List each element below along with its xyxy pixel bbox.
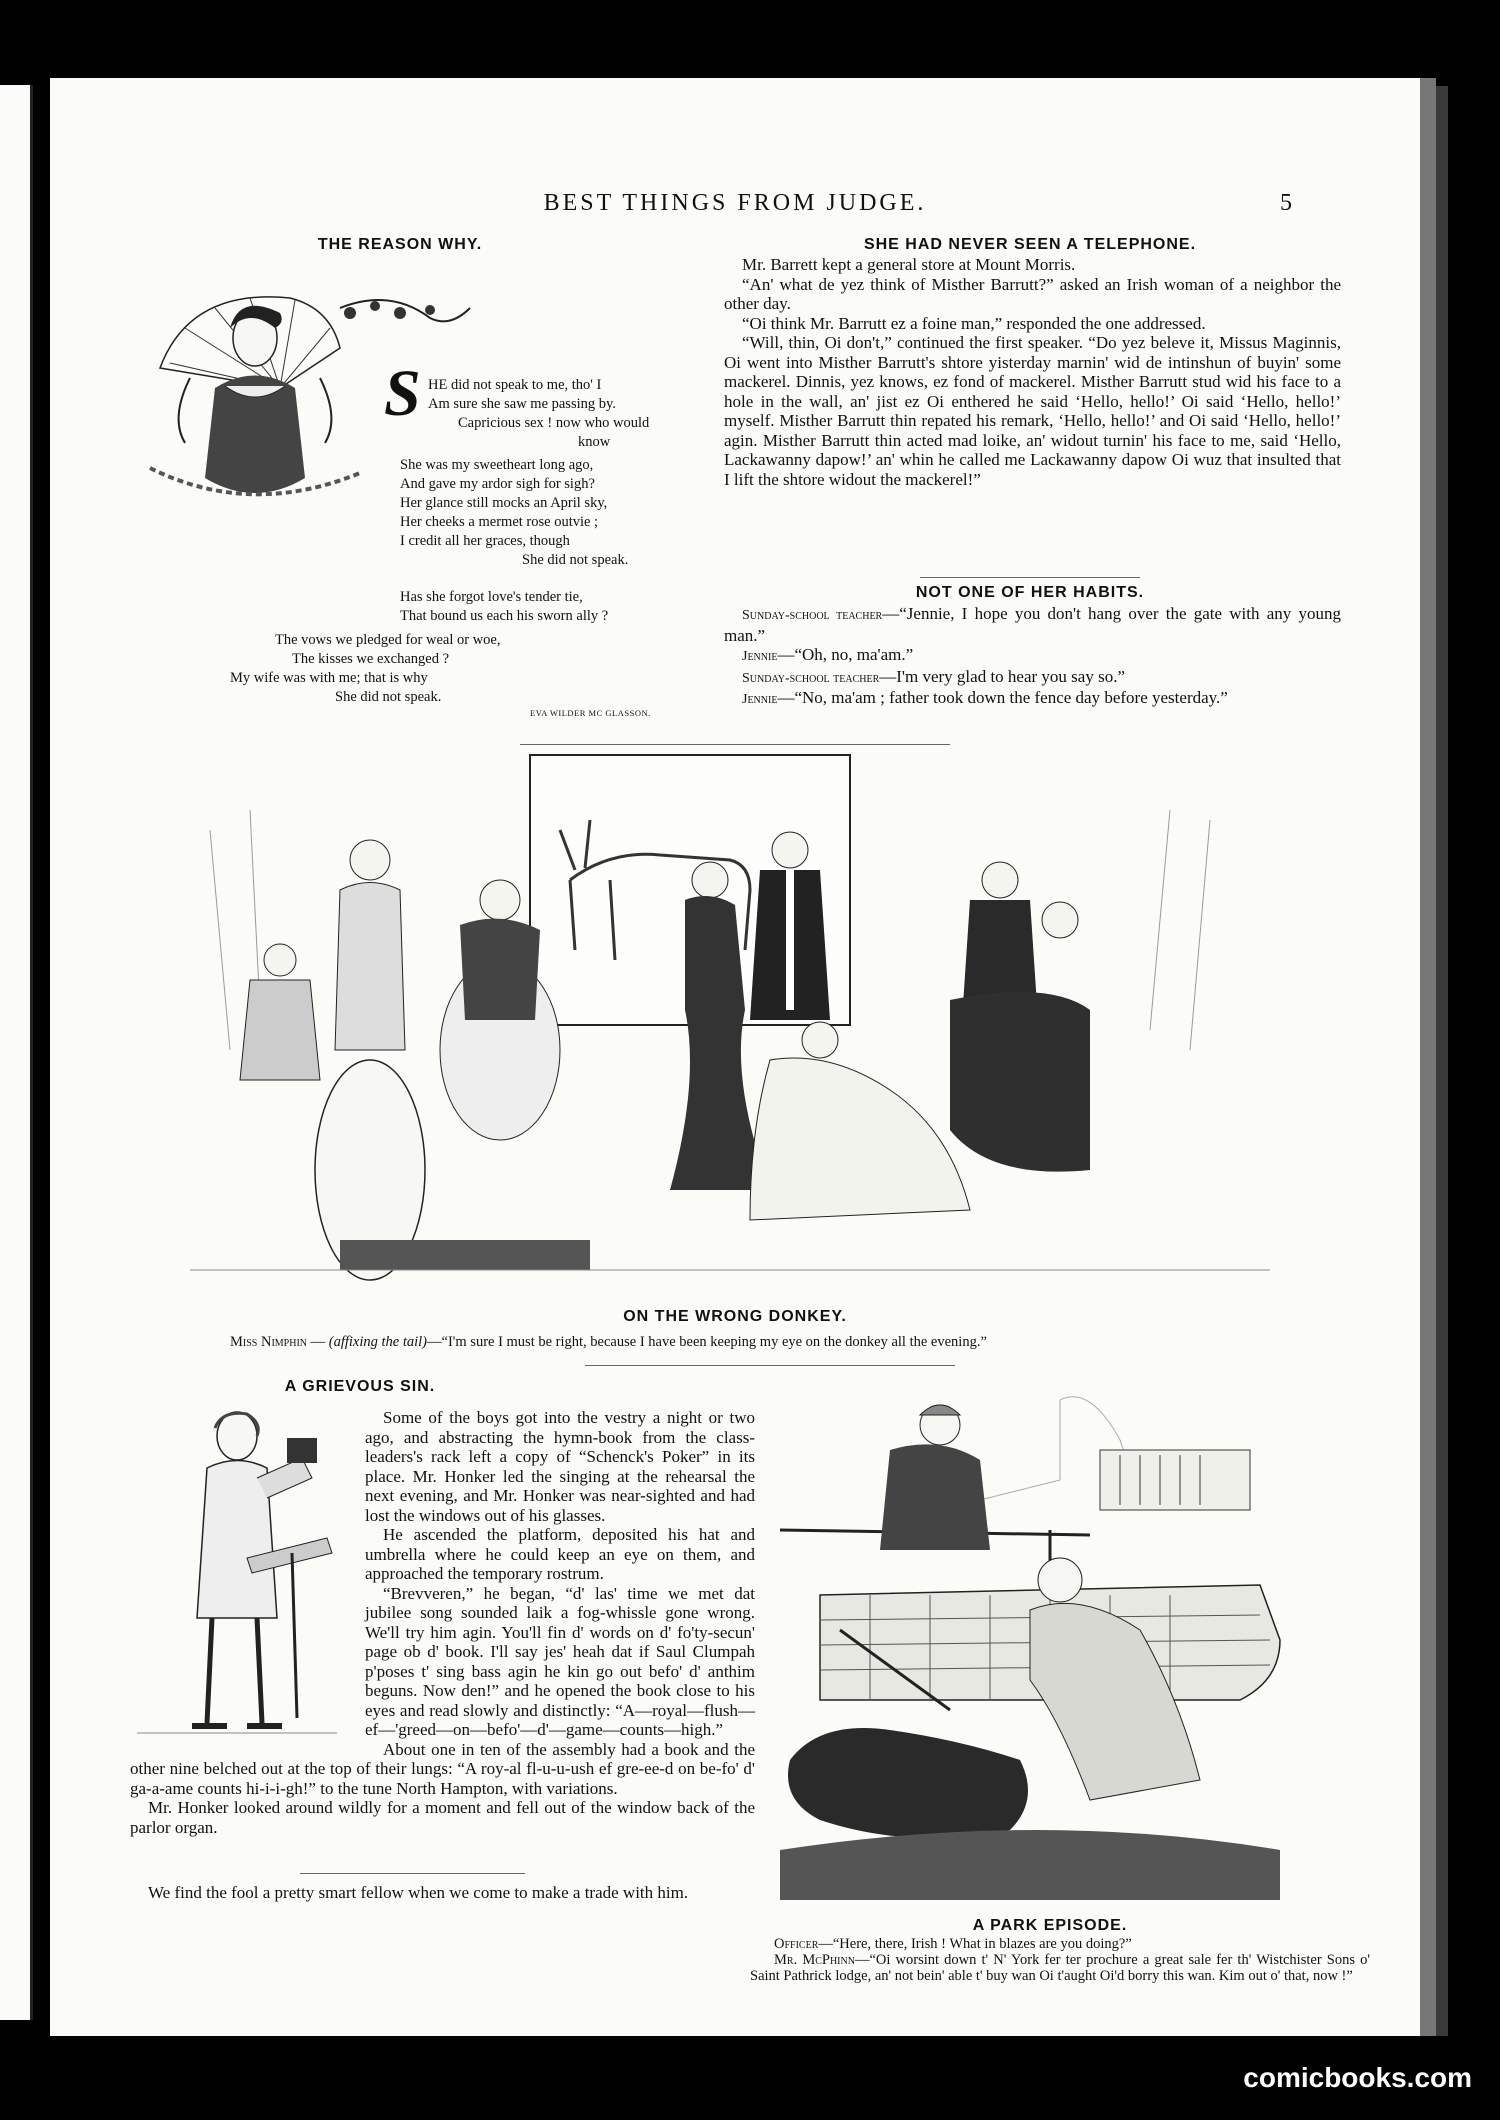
paragraph: He ascended the platform, deposited his hat and umbrella where he could keep an eye on them, and approached the temporary rostrum.	[365, 1525, 755, 1583]
page-spine-shadow	[1436, 86, 1448, 2036]
divider	[300, 1873, 525, 1874]
telephone-title: SHE HAD NEVER SEEN A TELEPHONE.	[863, 236, 1197, 253]
poem-line: Her cheeks a mermet rose outvie ;	[400, 514, 599, 530]
poem-stanza-1	[428, 376, 763, 452]
poem-line: The kisses we exchanged ?	[292, 651, 450, 667]
poem-line: Has she forgot love's tender tie,	[400, 589, 583, 605]
fool-quip	[130, 1883, 755, 1903]
poem-stanza-2	[400, 456, 740, 570]
paragraph: “Brevveren,” he began, “d' las' time we met dat jubilee song sounded laik a fog-whissle gone wrong. We'll try him agin. You'll fin d' words on d' fo'ty-secun' page ob d' book. I'll say jes' heah dat if Saul Clumpah p'poses t' sing bass agin he kin go out befo' d' anthim beguns. Now den!” and he opened the book close to his eyes and read slowly and distinctly: “A—royal—flush—ef—'greed—on—befo'—d'—game—counts—high.”	[365, 1583, 755, 1739]
adjacent-page-edge	[0, 85, 33, 2020]
poem-stanza-3	[400, 588, 740, 626]
dialogue: —“Oh, no, ma'am.”	[777, 645, 914, 664]
sin-title: A GRIEVOUS SIN.	[284, 1378, 436, 1395]
dialogue: —I'm very glad to hear you say so.”	[879, 666, 1125, 686]
dialogue: —“No, ma'am ; father took down the fence day before yesterday.”	[777, 688, 1228, 707]
poem-line: Am sure she saw me passing by.	[428, 396, 616, 412]
donkey-caption: Miss Nimphin — (affixing the tail)—“I'm sure I must be right, because I have been keeping my eye on the donkey all the evening.”	[230, 1334, 987, 1350]
poem-line: Her glance still mocks an April sky,	[400, 495, 608, 511]
poem-line: HE did not speak to me, tho' I	[428, 377, 602, 393]
poem-line: She did not speak.	[522, 552, 629, 568]
paragraph: “Oi think Mr. Barrutt ez a foine man,” responded the one addressed.	[742, 313, 1206, 333]
poem-line: She was my sweetheart long ago,	[400, 457, 594, 473]
divider	[920, 577, 1140, 578]
poem-line: My wife was with me; that is why	[230, 670, 428, 686]
speaker: Mr. McPhinn	[774, 1952, 855, 1968]
page-spine	[1420, 78, 1436, 2036]
poem-line: That bound us each his sworn ally ?	[400, 608, 609, 624]
paragraph: We find the fool a pretty smart fellow when we come to make a trade with him.	[148, 1883, 689, 1902]
telephone-story	[724, 255, 1341, 489]
speaker: Sunday-school teacher	[742, 608, 883, 623]
page-number: 5	[1280, 190, 1292, 216]
poem-line: know	[578, 434, 611, 450]
running-title: BEST THINGS FROM JUDGE.	[543, 190, 927, 216]
park-episode-illustration	[760, 1380, 1340, 1915]
sin-story	[130, 1408, 755, 1837]
poem-line: Capricious sex ! now who would	[458, 415, 650, 431]
paragraph: Mr. Barrett kept a general store at Mount Morris.	[742, 255, 1076, 274]
dialogue: —“Here, there, Irish ! What in blazes are you doing?”	[818, 1936, 1132, 1952]
park-title: A PARK EPISODE.	[972, 1917, 1128, 1934]
dropcap-s: S	[384, 357, 421, 430]
reason-why-title: THE REASON WHY.	[317, 236, 483, 253]
speaker: Miss Nimphin	[230, 1334, 307, 1350]
stage-direction: (affixing the tail)	[328, 1334, 428, 1350]
habits-title: NOT ONE OF HER HABITS.	[915, 584, 1145, 601]
poem-line: She did not speak.	[335, 689, 442, 705]
poem-line: I credit all her graces, though	[400, 533, 570, 549]
paragraph: Mr. Honker looked around wildly for a moment and fell out of the window back of the parlor organ.	[130, 1798, 755, 1837]
paragraph: About one in ten of the assembly had a book and the other nine belched out at the top of their lungs: “A roy-al fl-u-u-ush ef gre-ee-d on be-fo' d' ga-a-ame counts hi-i-i-gh!” to the tune North Hampton, with variations.	[130, 1739, 755, 1798]
dialogue: —“Jennie, I hope you don't hang over the gate with any young man.”	[724, 604, 1341, 645]
poem-line: The vows we pledged for weal or woe,	[275, 632, 501, 648]
paragraph: Some of the boys got into the vestry a night or two ago, and abstracting the hymn-book from the class-leaders's rack left a copy of “Schenck's Poker” in its place. Mr. Honker led the singing at the rehearsal the next evening, and Mr. Honker was near-sighted and had lost the windows out of his glasses.	[365, 1408, 755, 1525]
dialogue: —“Oi worsint down t' N' York fer ter prochure a great sale fer th' Wistchister Sons o' Saint Pathrick lodge, an' not bein' able t' buy wan Oi t'aught Oi'd borry this wan. Kim out o' that, now !”	[750, 1952, 1371, 1984]
poem-line: And gave my ardor sigh for sigh?	[400, 476, 595, 492]
divider	[520, 744, 950, 745]
donkey-party-illustration	[190, 750, 1270, 1290]
paragraph: “An' what de yez think of Misther Barrutt?” asked an Irish woman of a neighbor the other day.	[724, 274, 1341, 313]
poem-author: EVA WILDER MC GLASSON.	[530, 708, 651, 718]
speaker: Sunday-school teacher	[742, 670, 880, 686]
speaker: Officer	[774, 1936, 819, 1952]
habits-story	[724, 604, 1341, 710]
magazine-page	[50, 78, 1420, 2036]
site-watermark: comicbooks.com	[1243, 2062, 1472, 2093]
park-caption	[750, 1936, 1370, 1984]
paragraph: “Will, thin, Oi don't,” continued the first speaker. “Do yez beleve it, Missus Maginnis, Oi went into Misther Barrutt's shtore yisterday marnin' wid de intinshun of buyin' some mackerel. Dinnis, yez knows, ez fond of mackerel. Misther Barrutt stud wid his face to a hole in the wall, an' jist ez Oi enthered he said ‘Hello, hello!’ Oi said ‘Hello, hello!’ myself. Misther Barrutt thin repated his remark, ‘Hello, hello!’ and Oi said ‘Hello, hello!’ agin. Misther Barrutt thin acted mad loike, an' widout turnin' his face to me, said ‘Hello, Lackawanny dapow!’ an' whin he called me Lackawanny dapow Oi wuz that insulted that I lift the shtore widout the mackerel!”	[724, 333, 1341, 489]
donkey-title: ON THE WRONG DONKEY.	[623, 1308, 847, 1325]
dialogue: —“I'm sure I must be right, because I have been keeping my eye on the donkey all the evening.”	[427, 1334, 987, 1350]
speaker: Jennie	[742, 649, 778, 664]
speaker: Jennie	[742, 692, 778, 707]
divider	[585, 1365, 955, 1366]
illustration-wrap	[130, 1408, 365, 1743]
poem-stanza-4	[230, 631, 560, 707]
